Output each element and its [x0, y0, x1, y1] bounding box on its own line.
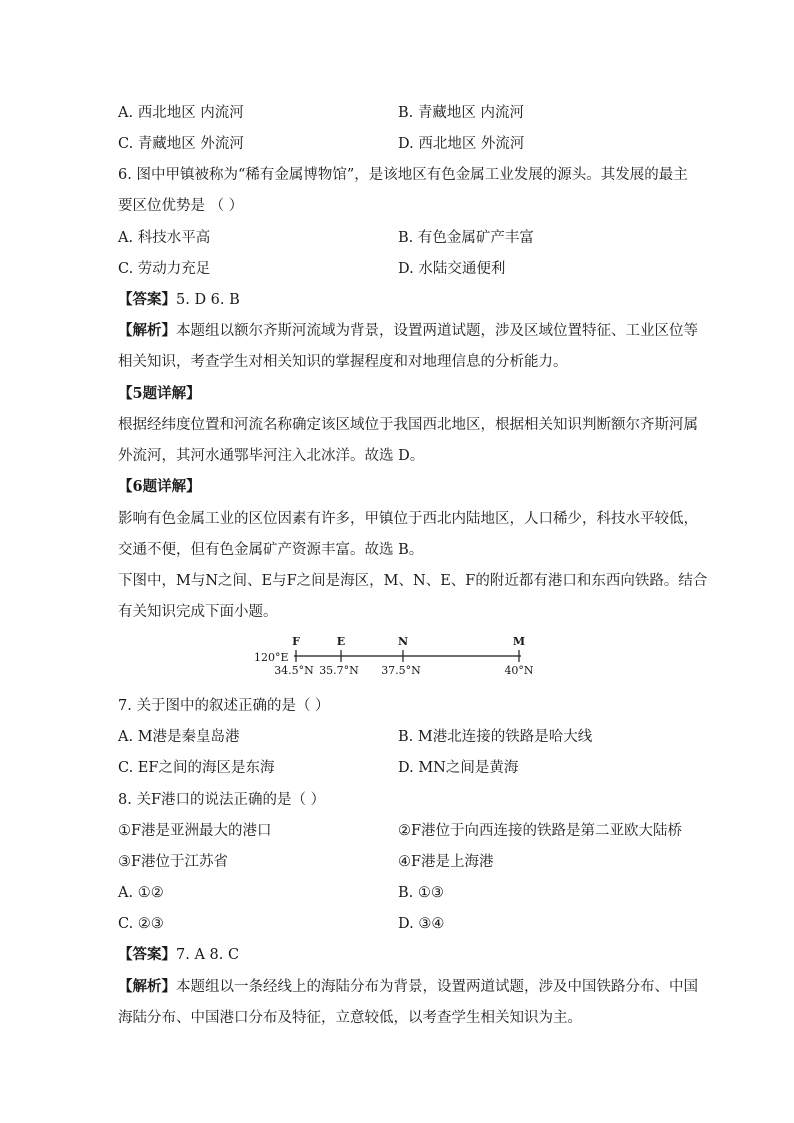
q8-statement-2: ②F港位于向西连接的铁路是第二亚欧大陆桥 — [398, 823, 683, 839]
q8-statement-4: ④F港是上海港 — [398, 854, 494, 870]
answer-line-1 — [118, 290, 240, 310]
q7-stem: 7. 关于图中的叙述正确的是（ ） — [118, 698, 330, 714]
intro-line1: 下图中，M与N之间、E与F之间是海区，M、N、E、F的附近都有港口和东西向铁路。结合 — [118, 573, 708, 589]
point-lat-m: 40°N — [504, 664, 534, 677]
q6-stem-line2: 要区位优势是 （ ） — [118, 198, 244, 214]
detail5-line2: 外流河，其河水通鄂毕河注入北冰洋。故选 D。 — [118, 448, 425, 464]
q8-statement-1: ①F港是亚洲最大的港口 — [118, 823, 272, 839]
q8-statement-3: ③F港位于江苏省 — [118, 854, 229, 870]
answer-text: 5. D 6. B — [176, 292, 240, 308]
q8-stem: 8. 关F港口的说法正确的是（ ） — [118, 792, 326, 808]
point-lat-f: 34.5°N — [274, 664, 314, 677]
analysis-text: 本题组以额尔齐斯河流域为背景，设置两道试题，涉及区域位置特征、工业区位等 — [176, 323, 698, 339]
detail5-heading: 【5题详解】 — [118, 385, 201, 402]
answer-line-2 — [118, 945, 239, 965]
q8-option-b: B. ①③ — [398, 885, 444, 901]
q6-option-c: C. 劳动力充足 — [118, 261, 211, 277]
q5-option-a: A. 西北地区 内流河 — [118, 105, 244, 121]
point-lat-e: 35.7°N — [319, 664, 359, 677]
analysis-line-1 — [118, 321, 698, 341]
q6-option-d: D. 水陆交通便利 — [398, 261, 506, 277]
longitude-label: 120°E — [254, 651, 289, 664]
analysis-text: 本题组以一条经线上的海陆分布为背景，设置两道试题，涉及中国铁路分布、中国 — [176, 979, 698, 995]
point-letter-n: N — [397, 635, 409, 648]
q5-option-d: D. 西北地区 外流河 — [398, 136, 525, 152]
meridian-diagram — [250, 632, 540, 680]
q8-option-a: A. ①② — [118, 885, 164, 901]
q7-option-b: B. M港北连接的铁路是哈大线 — [398, 729, 593, 745]
analysis2-line-2: 海陆分布、中国港口分布及特征，立意较低，以考查学生相关知识为主。 — [118, 1010, 582, 1026]
point-letter-m: M — [512, 635, 526, 648]
q7-option-a: A. M港是秦皇岛港 — [118, 729, 240, 745]
answer-label: 【答案】 — [118, 946, 176, 963]
detail5-line1: 根据经纬度位置和河流名称确定该区域位于我国西北地区，根据相关知识判断额尔齐斯河属 — [118, 417, 698, 433]
analysis2-line-1 — [118, 977, 698, 997]
analysis-label: 【解析】 — [118, 978, 176, 995]
analysis-line-2: 相关知识，考查学生对相关知识的掌握程度和对地理信息的分析能力。 — [118, 354, 568, 370]
q6-option-a: A. 科技水平高 — [118, 230, 211, 246]
q7-option-d: D. MN之间是黄海 — [398, 760, 519, 776]
point-lat-n: 37.5°N — [381, 664, 421, 677]
q6-option-b: B. 有色金属矿产丰富 — [398, 230, 534, 246]
point-letter-e: E — [336, 635, 346, 648]
q8-option-d: D. ③④ — [398, 916, 445, 932]
point-letter-f: F — [292, 635, 300, 648]
q8-option-c: C. ②③ — [118, 916, 164, 932]
q6-stem-line1: 6. 图中甲镇被称为“稀有金属博物馆”，是该地区有色金属工业发展的源头。其发展的最主 — [118, 167, 688, 183]
detail6-heading: 【6题详解】 — [118, 478, 201, 495]
answer-label: 【答案】 — [118, 291, 176, 308]
detail6-line2: 交通不便，但有色金属矿产资源丰富。故选 B。 — [118, 542, 424, 558]
analysis-label: 【解析】 — [118, 322, 176, 339]
answer-text: 7. A 8. C — [176, 947, 240, 963]
intro-line2: 有关知识完成下面小题。 — [118, 604, 278, 620]
q7-option-c: C. EF之间的海区是东海 — [118, 760, 275, 776]
q5-option-c: C. 青藏地区 外流河 — [118, 136, 244, 152]
detail6-line1: 影响有色金属工业的区位因素有许多，甲镇位于西北内陆地区，人口稀少，科技水平较低， — [118, 511, 698, 527]
q5-option-b: B. 青藏地区 内流河 — [398, 105, 524, 121]
